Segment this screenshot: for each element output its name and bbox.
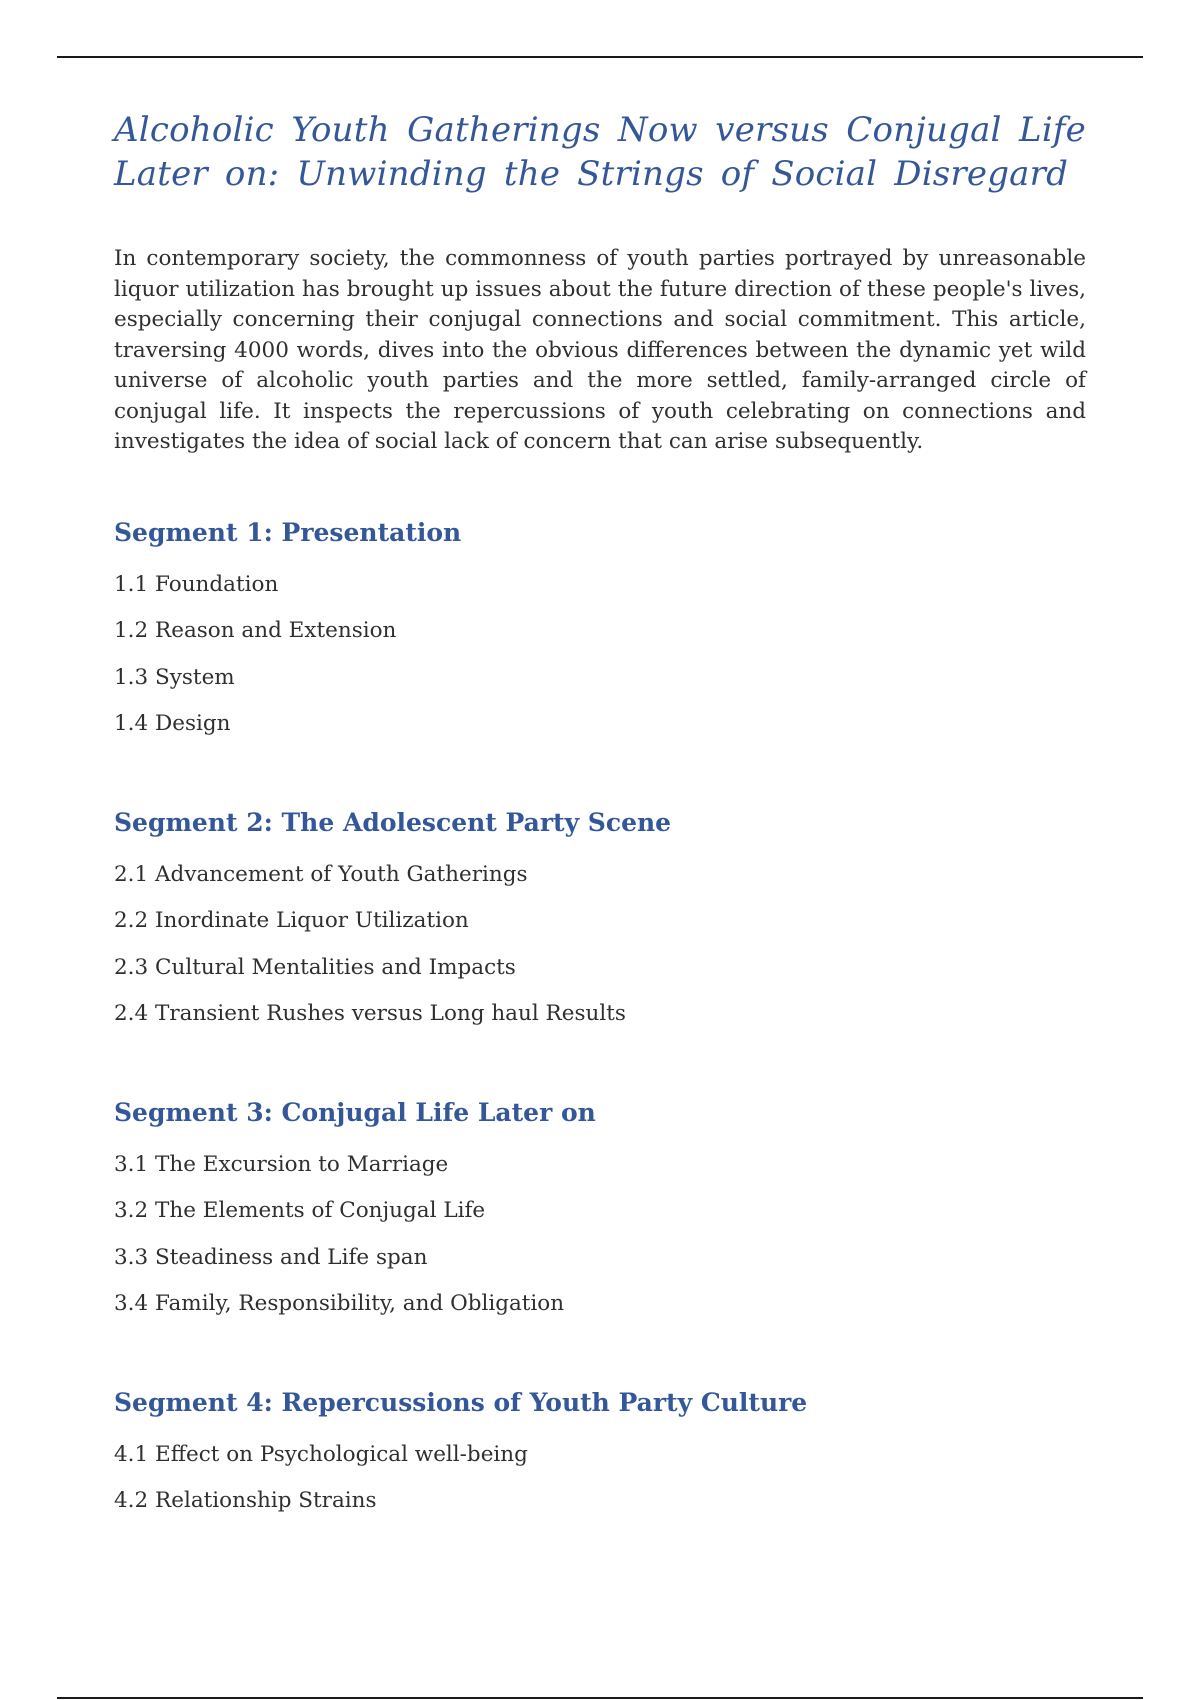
- segment-4: [114, 1386, 1086, 1525]
- segment-3: [114, 1096, 1086, 1328]
- subsection-item: 3.3 Steadiness and Life span: [114, 1244, 428, 1270]
- subsection-item: 2.4 Transient Rushes versus Long haul Results: [114, 1001, 626, 1026]
- subsection-item: 3.1 The Excursion to Marriage: [114, 1151, 449, 1177]
- subsection-list: [114, 562, 1086, 748]
- segment-heading: Segment 1: Presentation: [114, 517, 462, 547]
- segment-heading: Segment 3: Conjugal Life Later on: [114, 1097, 596, 1127]
- subsection-list: [114, 1142, 1086, 1328]
- subsection-item: 2.1 Advancement of Youth Gatherings: [114, 861, 528, 887]
- subsection-item: 4.1 Effect on Psychological well-being: [114, 1441, 528, 1467]
- segment-heading: Segment 2: The Adolescent Party Scene: [114, 807, 672, 837]
- document-title: Alcoholic Youth Gatherings Now versus Conjugal Life Later on: Unwinding the Strings of Social Disregard: [114, 110, 1086, 194]
- segment-2: [114, 806, 1086, 1038]
- bottom-rule: [57, 1697, 1143, 1699]
- subsection-list: [114, 1432, 1086, 1525]
- segment-1: [114, 516, 1086, 748]
- segment-heading: Segment 4: Repercussions of Youth Party Culture: [114, 1387, 808, 1417]
- top-rule: [57, 56, 1143, 58]
- subsection-item: 1.1 Foundation: [114, 571, 279, 597]
- subsection-item: 1.4 Design: [114, 711, 231, 736]
- subsection-item: 3.4 Family, Responsibility, and Obligation: [114, 1291, 565, 1316]
- subsection-item: 2.3 Cultural Mentalities and Impacts: [114, 954, 516, 980]
- subsection-item: 4.2 Relationship Strains: [114, 1488, 377, 1513]
- document-page: [114, 108, 1086, 1525]
- intro-paragraph: In contemporary society, the commonness of youth parties portrayed by unreasonable liquor utilization has brought up issues about the future direction of these people's lives, especially concerning their conjugal connections and social commitment. This article, traversing 4000 words, dives into the obvious differences between the dynamic yet wild universe of alcoholic youth parties and the more settled, family-arranged circle of conjugal life. It inspects the repercussions of youth celebrating on connections and investigates the idea of social lack of concern that can arise subsequently.: [114, 246, 1086, 454]
- subsection-item: 3.2 The Elements of Conjugal Life: [114, 1198, 486, 1223]
- subsection-item: 1.3 System: [114, 664, 235, 690]
- subsection-list: [114, 852, 1086, 1038]
- subsection-item: 1.2 Reason and Extension: [114, 618, 397, 643]
- subsection-item: 2.2 Inordinate Liquor Utilization: [114, 908, 469, 933]
